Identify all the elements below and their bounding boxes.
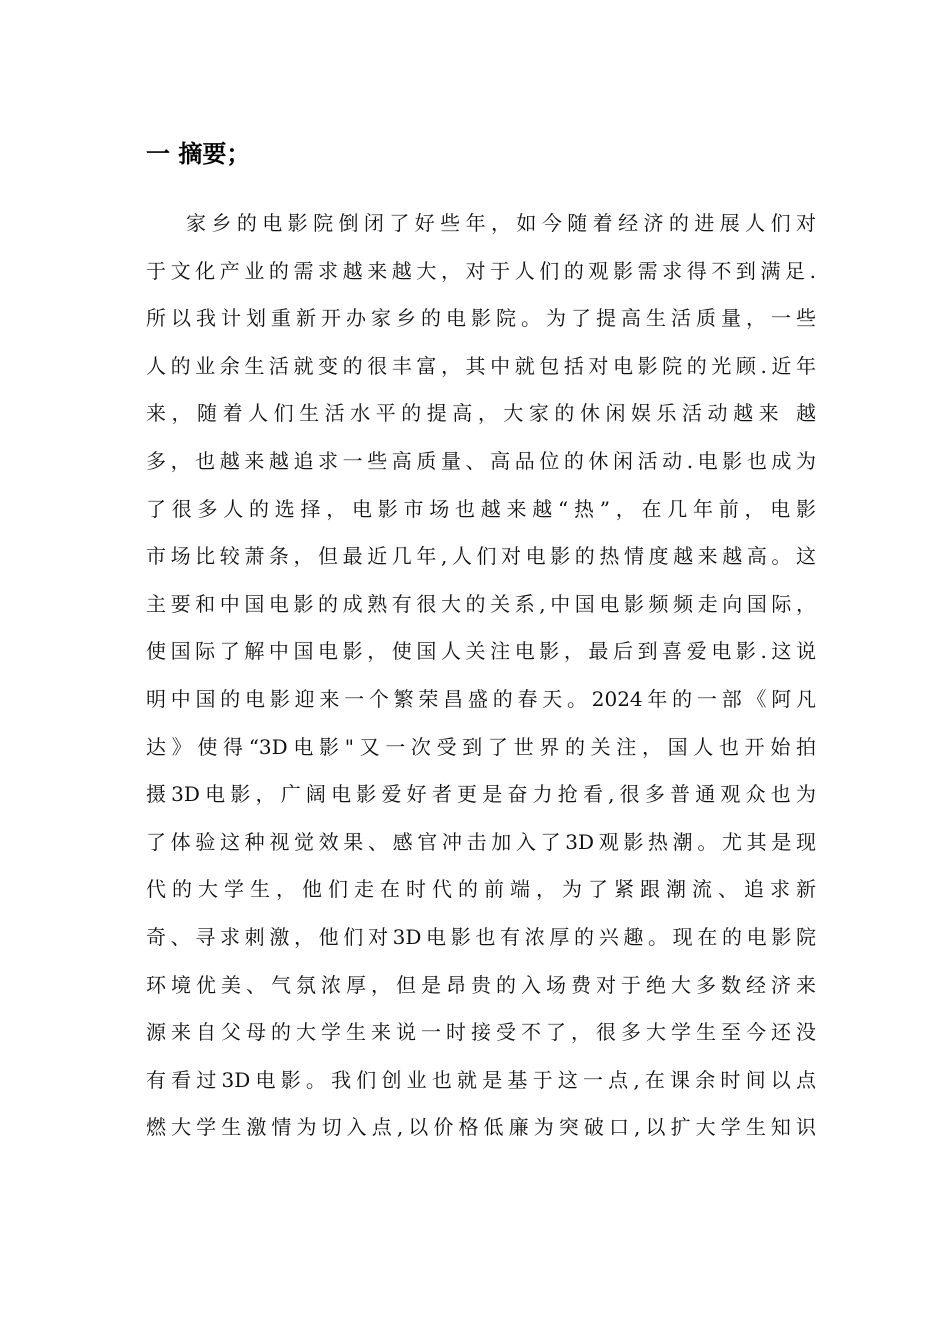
paragraph-line: 奇、寻求刺激，他们对3D电影也有浓厚的兴趣。现在的电影院	[146, 924, 816, 949]
paragraph-line: 明中国的电影迎来一个繁荣昌盛的春天。2024年的一部《阿凡	[146, 686, 816, 711]
paragraph-line: 人的业余生活就变的很丰富，其中就包括对电影院的光顾.近年	[146, 353, 816, 378]
paragraph-line: 于文化产业的需求越来越大，对于人们的观影需求得不到满足.	[146, 258, 816, 283]
paragraph-line: 源来自父母的大学生来说一时接受不了，很多大学生至今还没	[146, 1020, 816, 1045]
paragraph-line: 所以我计划重新开办家乡的电影院。为了提高生活质量，一些	[146, 306, 816, 331]
paragraph-line: 市场比较萧条，但最近几年,人们对电影的热情度越来越高。这	[146, 544, 816, 569]
paragraph-line: 使国际了解中国电影，使国人关注电影，最后到喜爱电影.这说	[146, 639, 816, 664]
paragraph-line: 主要和中国电影的成熟有很大的关系,中国电影频频走向国际，	[146, 591, 816, 616]
paragraph-line: 多，也越来越追求一些高质量、高品位的休闲活动.电影也成为	[146, 448, 816, 473]
paragraph-line: 了很多人的选择，电影市场也越来越“热”，在几年前，电影	[146, 496, 816, 521]
paragraph-line: 环境优美、气氛浓厚，但是昂贵的入场费对于绝大多数经济来	[146, 972, 816, 997]
paragraph-line: 家乡的电影院倒闭了好些年，如今随着经济的进展人们对	[186, 211, 816, 235]
abstract-paragraph	[146, 200, 816, 1152]
paragraph-line: 代的大学生，他们走在时代的前端，为了紧跟潮流、追求新	[146, 877, 816, 902]
section-heading: 一 摘要；	[146, 140, 251, 168]
paragraph-line: 了体验这种视觉效果、感官冲击加入了3D观影热潮。尤其是现	[146, 829, 816, 854]
paragraph-line: 来，随着人们生活水平的提高，大家的休闲娱乐活动越来 越	[146, 401, 816, 426]
paragraph-line: 燃大学生激情为切入点,以价格低廉为突破口,以扩大学生知识	[146, 1115, 816, 1140]
paragraph-line: 有看过3D电影。我们创业也就是基于这一点,在课余时间以点	[146, 1067, 816, 1092]
paragraph-line: 摄3D电影，广阔电影爱好者更是奋力抢看,很多普通观众也为	[146, 782, 816, 807]
paragraph-line: 达》使得“3D电影"又一次受到了世界的关注，国人也开始拍	[146, 734, 816, 759]
